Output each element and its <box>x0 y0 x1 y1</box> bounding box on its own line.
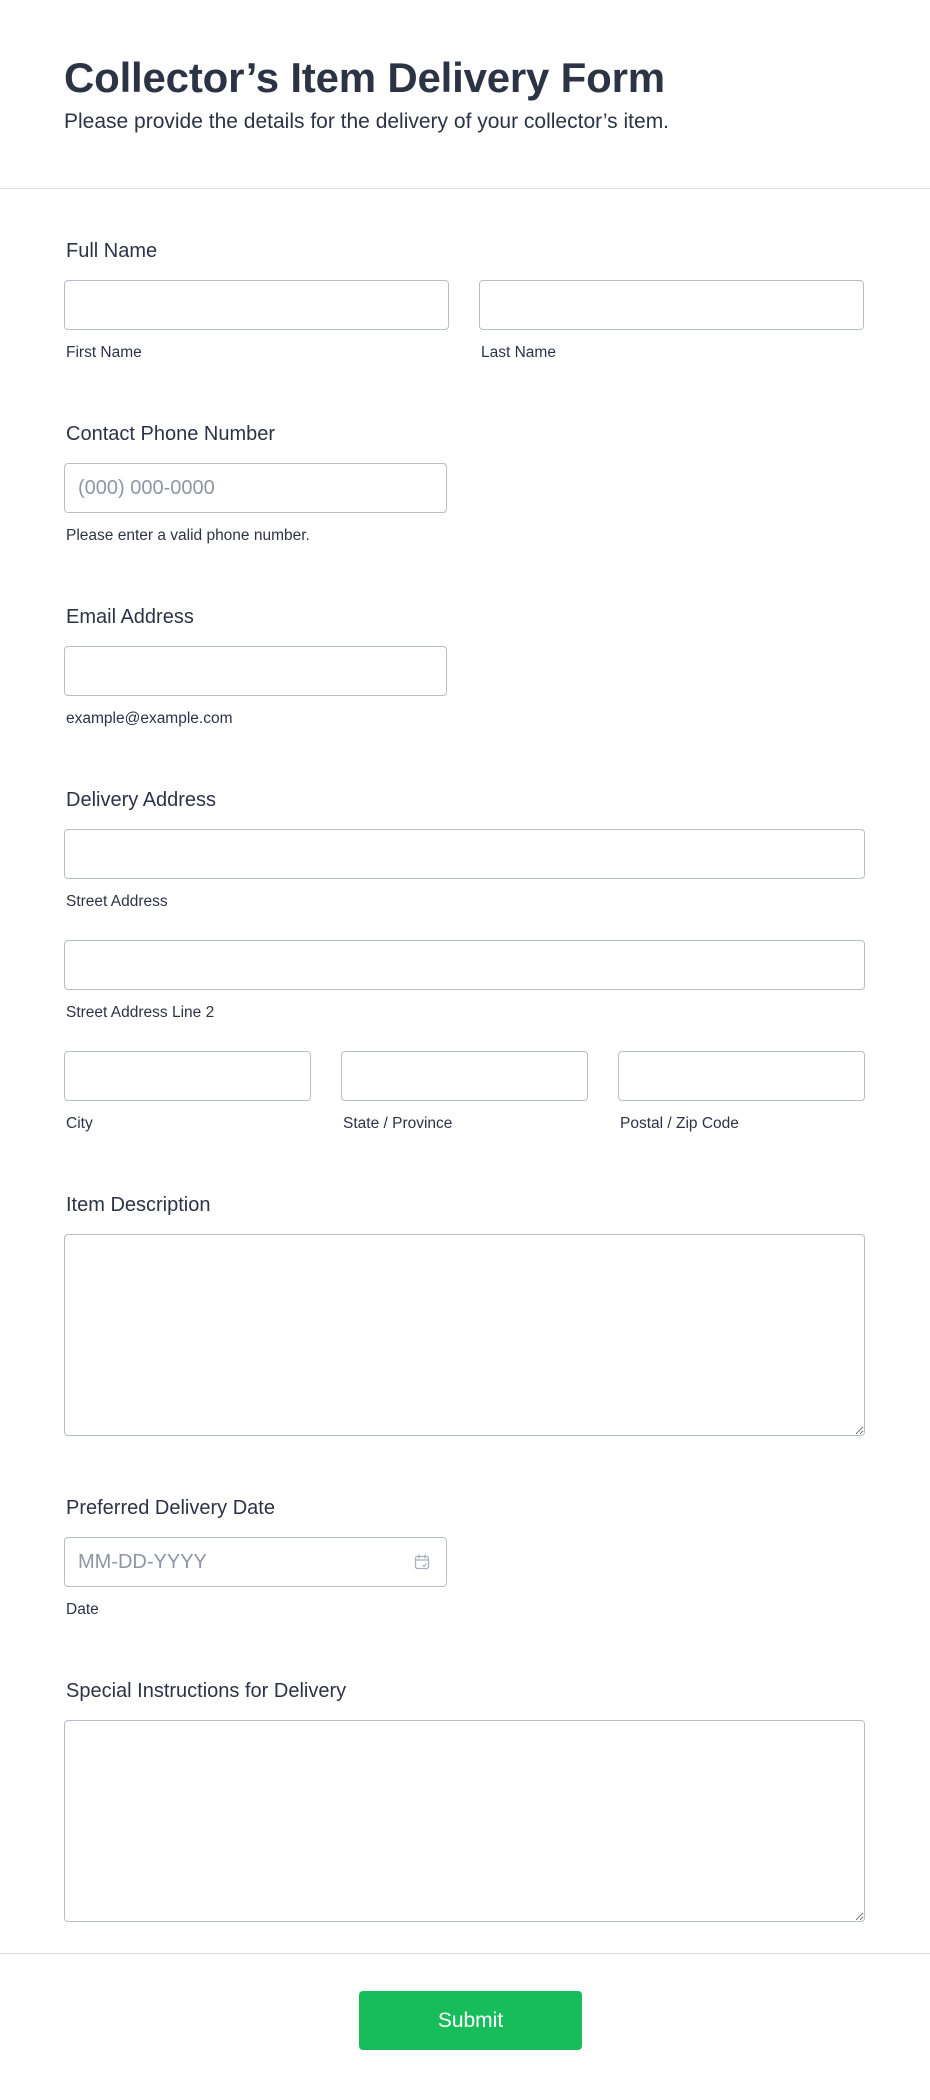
phone-input[interactable] <box>64 463 447 513</box>
full-name-label: Full Name <box>66 240 158 262</box>
item-description-textarea[interactable] <box>64 1234 865 1436</box>
phone-label: Contact Phone Number <box>66 423 276 445</box>
email-sublabel: example@example.com <box>66 710 233 727</box>
submit-button[interactable]: Submit <box>359 1991 582 2050</box>
special-instructions-textarea[interactable] <box>64 1720 865 1922</box>
delivery-date-sublabel: Date <box>66 1601 99 1618</box>
delivery-date-label: Preferred Delivery Date <box>66 1497 275 1519</box>
item-description-label: Item Description <box>66 1194 211 1216</box>
street-address-input[interactable] <box>64 829 865 879</box>
city-input[interactable] <box>64 1051 311 1101</box>
calendar-icon[interactable] <box>414 1554 430 1570</box>
last-name-sublabel: Last Name <box>481 344 556 361</box>
city-sublabel: City <box>66 1115 93 1132</box>
street-address-line2-input[interactable] <box>64 940 865 990</box>
form-title: Collector’s Item Delivery Form <box>64 54 665 101</box>
form-subtitle: Please provide the details for the delivery of your collector’s item. <box>64 110 670 133</box>
address-label: Delivery Address <box>66 789 217 811</box>
state-province-sublabel: State / Province <box>343 1115 453 1132</box>
street-address-line2-sublabel: Street Address Line 2 <box>66 1004 215 1021</box>
postal-code-input[interactable] <box>618 1051 865 1101</box>
last-name-input[interactable] <box>479 280 864 330</box>
postal-code-sublabel: Postal / Zip Code <box>620 1115 739 1132</box>
street-address-sublabel: Street Address <box>66 893 168 910</box>
delivery-date-input[interactable] <box>64 1537 447 1587</box>
special-instructions-label: Special Instructions for Delivery <box>66 1680 347 1702</box>
phone-sublabel: Please enter a valid phone number. <box>66 527 310 544</box>
email-input[interactable] <box>64 646 447 696</box>
state-province-input[interactable] <box>341 1051 588 1101</box>
first-name-input[interactable] <box>64 280 449 330</box>
form-header <box>0 0 930 189</box>
email-label: Email Address <box>66 606 194 628</box>
first-name-sublabel: First Name <box>66 344 142 361</box>
